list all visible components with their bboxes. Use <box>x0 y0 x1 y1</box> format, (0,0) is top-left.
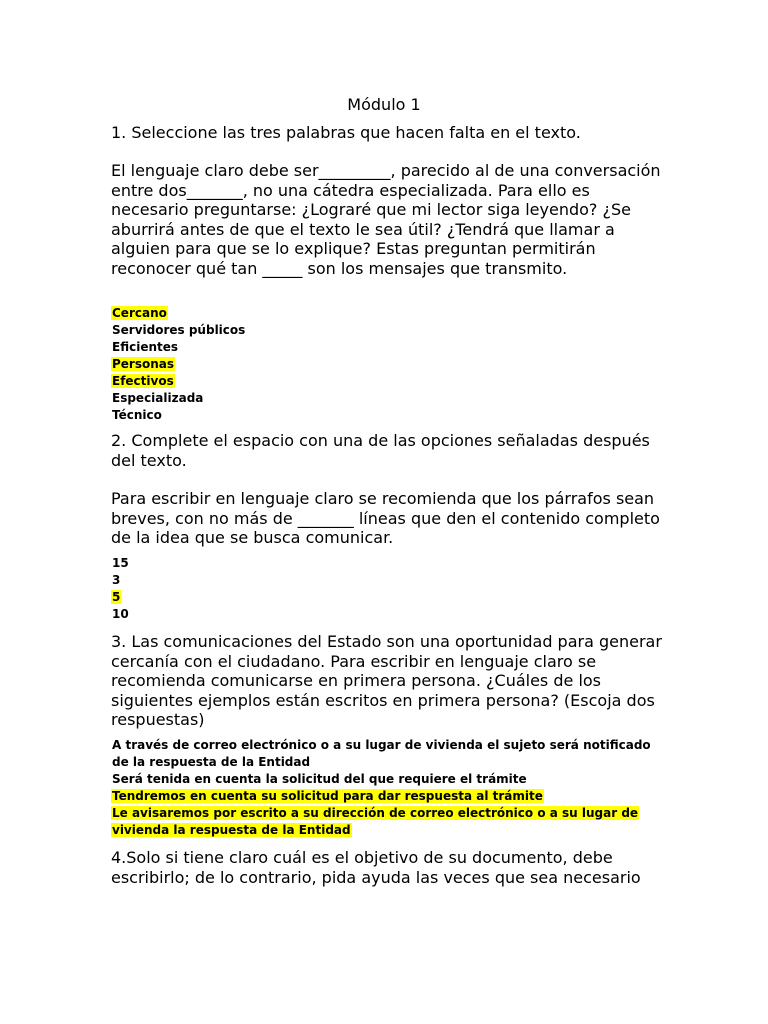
option-item[interactable] <box>111 737 651 771</box>
option-item[interactable] <box>111 589 711 606</box>
question-2: 2. Complete el espacio con una de las opciones señaladas después del texto. <box>111 431 650 470</box>
option-label: Tendremos en cuenta su solicitud para dar respuesta al trámite <box>112 789 543 803</box>
question-2-options <box>111 555 711 623</box>
option-item[interactable] <box>111 390 711 407</box>
option-item[interactable] <box>111 339 711 356</box>
option-label: A través de correo electrónico o a su lugar de vivienda el sujeto será notificado de la respuesta de la Entidad <box>112 738 651 769</box>
option-item[interactable] <box>111 805 651 839</box>
page-title: Módulo 1 <box>347 95 421 114</box>
question-4: 4.Solo si tiene claro cuál es el objetivo de su documento, debe escribirlo; de lo contrario, pida ayuda las veces que sea necesario <box>111 848 641 887</box>
option-label: 15 <box>112 556 129 570</box>
option-label: Le avisaremos por escrito a su dirección de correo electrónico o a su lugar de vivienda la respuesta de la Entidad <box>112 806 639 837</box>
question-1-text: El lenguaje claro debe ser_________, parecido al de una conversación entre dos_______, no una cátedra especializada. Para ello es necesario preguntarse: ¿Lograré que mi lector siga leyendo? ¿Se aburrirá antes de que el texto le sea útil? ¿Tendrá que llamar a alguien para que se lo explique? Estas preguntan permitirán reconocer qué tan _____ son los mensajes que transmito. <box>111 161 661 278</box>
question-3-options <box>111 737 651 839</box>
option-item[interactable] <box>111 771 651 788</box>
option-label: Será tenida en cuenta la solicitud del que requiere el trámite <box>112 772 527 786</box>
option-label: Personas <box>112 357 175 371</box>
option-item[interactable] <box>111 373 711 390</box>
option-item[interactable] <box>111 305 711 322</box>
option-item[interactable] <box>111 606 711 623</box>
option-item[interactable] <box>111 322 711 339</box>
option-label: Cercano <box>112 306 167 320</box>
option-item[interactable] <box>111 407 711 424</box>
question-3: 3. Las comunicaciones del Estado son una oportunidad para generar cercanía con el ciudadano. Para escribir en lenguaje claro se recomienda comunicarse en primera persona. ¿Cuáles de los siguientes ejemplos están escritos en primera persona? (Escoja dos respuestas) <box>111 632 662 729</box>
option-item[interactable] <box>111 572 711 589</box>
option-item[interactable] <box>111 555 711 572</box>
option-label: 3 <box>112 573 121 587</box>
option-label: 5 <box>112 590 121 604</box>
option-label: Servidores públicos <box>112 323 246 337</box>
option-label: Especializada <box>112 391 204 405</box>
question-1: 1. Seleccione las tres palabras que hacen falta en el texto. <box>111 123 581 142</box>
option-label: Técnico <box>112 408 162 422</box>
option-item[interactable] <box>111 356 711 373</box>
question-1-options <box>111 305 711 424</box>
option-label: Eficientes <box>112 340 179 354</box>
question-2-text: Para escribir en lenguaje claro se recomienda que los párrafos sean breves, con no más de _______ líneas que den el contenido completo de la idea que se busca comunicar. <box>111 489 660 547</box>
option-item[interactable] <box>111 788 651 805</box>
option-label: Efectivos <box>112 374 174 388</box>
option-label: 10 <box>112 607 129 621</box>
